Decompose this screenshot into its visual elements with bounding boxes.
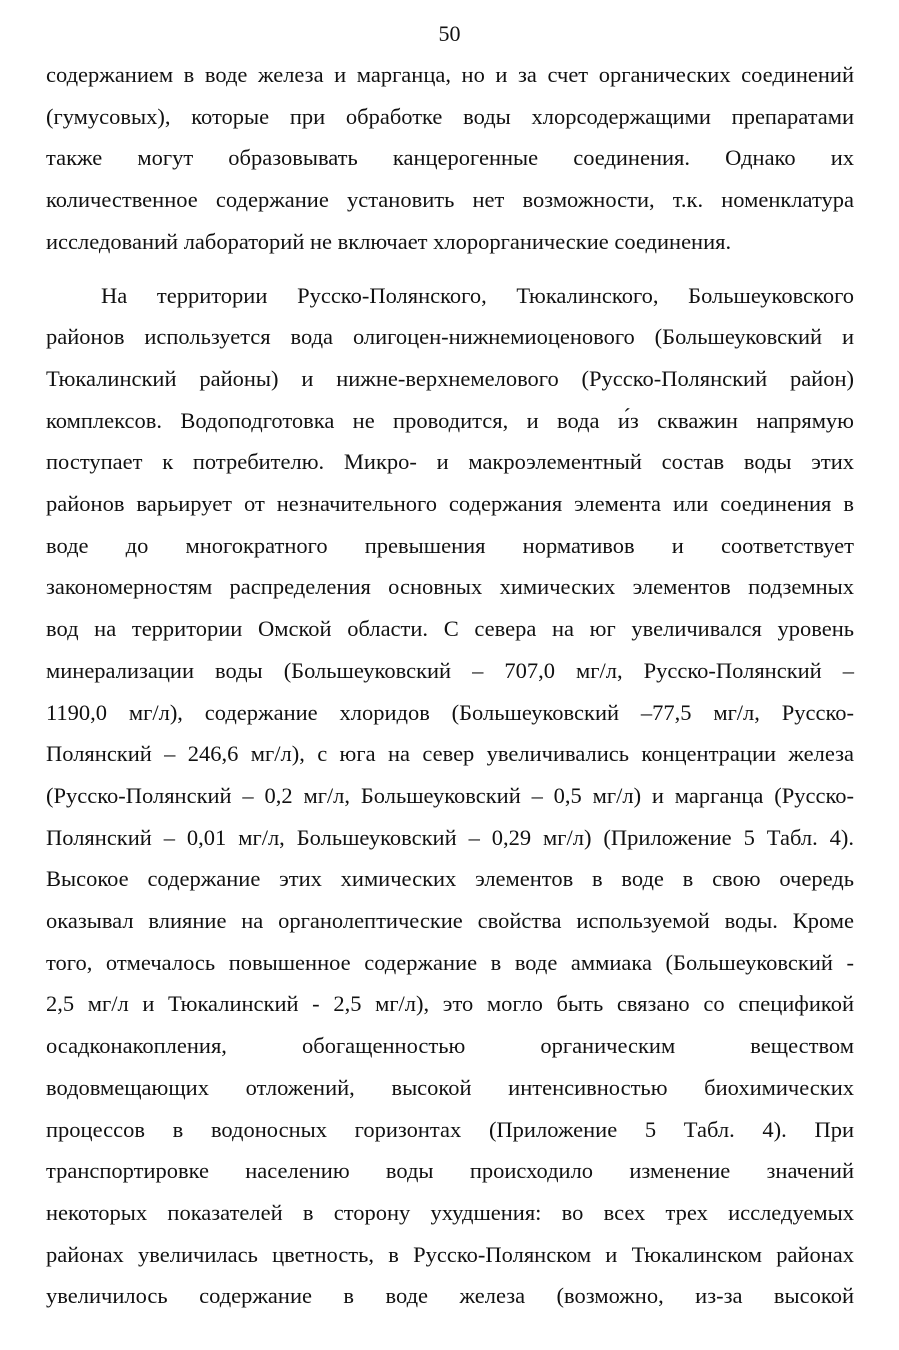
text-line: Высокое содержание этих химических элементов в воде в свою очередь [46, 866, 854, 892]
page-number: 50 [438, 21, 461, 46]
text-line: районов используется вода олигоцен-нижнемиоценового (Большеуковский и [46, 324, 854, 350]
text-line: воде до многократного превышения нормативов и соответствует [46, 532, 854, 558]
text-line: вод на территории Омской области. С севера на юг увеличивался уровень [46, 616, 854, 642]
text-line: осадконакопления, обогащенностью органическим веществом [46, 1033, 854, 1059]
text-line: поступает к потребителю. Микро- и макроэлементный состав воды этих [46, 449, 854, 475]
text-line: комплексов. Водоподготовка не проводится, и вода и́з скважин напрямую [46, 407, 854, 433]
text-line: 2,5 мг/л и Тюкалинский - 2,5 мг/л), это могло быть связано со спецификой [46, 991, 854, 1017]
text-line: Тюкалинский районы) и нижне-верхнемелового (Русско-Полянский район) [46, 365, 854, 391]
text-line: На территории Русско-Полянского, Тюкалинского, Большеуковского [101, 282, 854, 308]
text-line: того, отмечалось повышенное содержание в воде аммиака (Большеуковский - [46, 949, 854, 975]
text-line: Полянский – 246,6 мг/л), с юга на север увеличивались концентрации железа [46, 741, 854, 767]
text-line: увеличилось содержание в воде железа (возможно, из-за высокой [46, 1283, 854, 1309]
text-line: транспортировке населению воды происходило изменение значений [46, 1158, 854, 1184]
text-line: исследований лабораторий не включает хлорорганические соединения. [46, 228, 732, 254]
text-line: Полянский – 0,01 мг/л, Большеуковский – 0,29 мг/л) (Приложение 5 Табл. 4). [46, 824, 854, 850]
text-line: оказывал влияние на органолептические свойства используемой воды. Кроме [46, 908, 854, 934]
text-line: 1190,0 мг/л), содержание хлоридов (Большеуковский –77,5 мг/л, Русско- [46, 699, 854, 725]
text-line: районах увеличилась цветность, в Русско-Полянском и Тюкалинском районах [46, 1241, 854, 1267]
text-line: закономерностям распределения основных химических элементов подземных [46, 574, 854, 600]
text-line: также могут образовывать канцерогенные соединения. Однако их [46, 145, 854, 171]
paragraph-2 [46, 275, 854, 1318]
paragraph-1 [46, 54, 854, 263]
text-line: количественное содержание установить нет возможности, т.к. номенклатура [46, 187, 854, 213]
text-line: районов варьирует от незначительного содержания элемента или соединения в [46, 491, 854, 517]
text-line: минерализации воды (Большеуковский – 707,0 мг/л, Русско-Полянский – [46, 657, 854, 683]
text-line: содержанием в воде железа и марганца, но и за счет органических соединений [46, 62, 854, 87]
body-text [46, 54, 854, 1317]
text-line: процессов в водоносных горизонтах (Приложение 5 Табл. 4). При [46, 1116, 854, 1142]
text-line: некоторых показателей в сторону ухудшения: во всех трех исследуемых [46, 1199, 854, 1225]
text-line: (гумусовых), которые при обработке воды хлорсодержащими препаратами [46, 103, 854, 129]
text-line: (Русско-Полянский – 0,2 мг/л, Большеуковский – 0,5 мг/л) и марганца (Русско- [46, 782, 854, 808]
text-line: водовмещающих отложений, высокой интенсивностью биохимических [46, 1074, 854, 1100]
